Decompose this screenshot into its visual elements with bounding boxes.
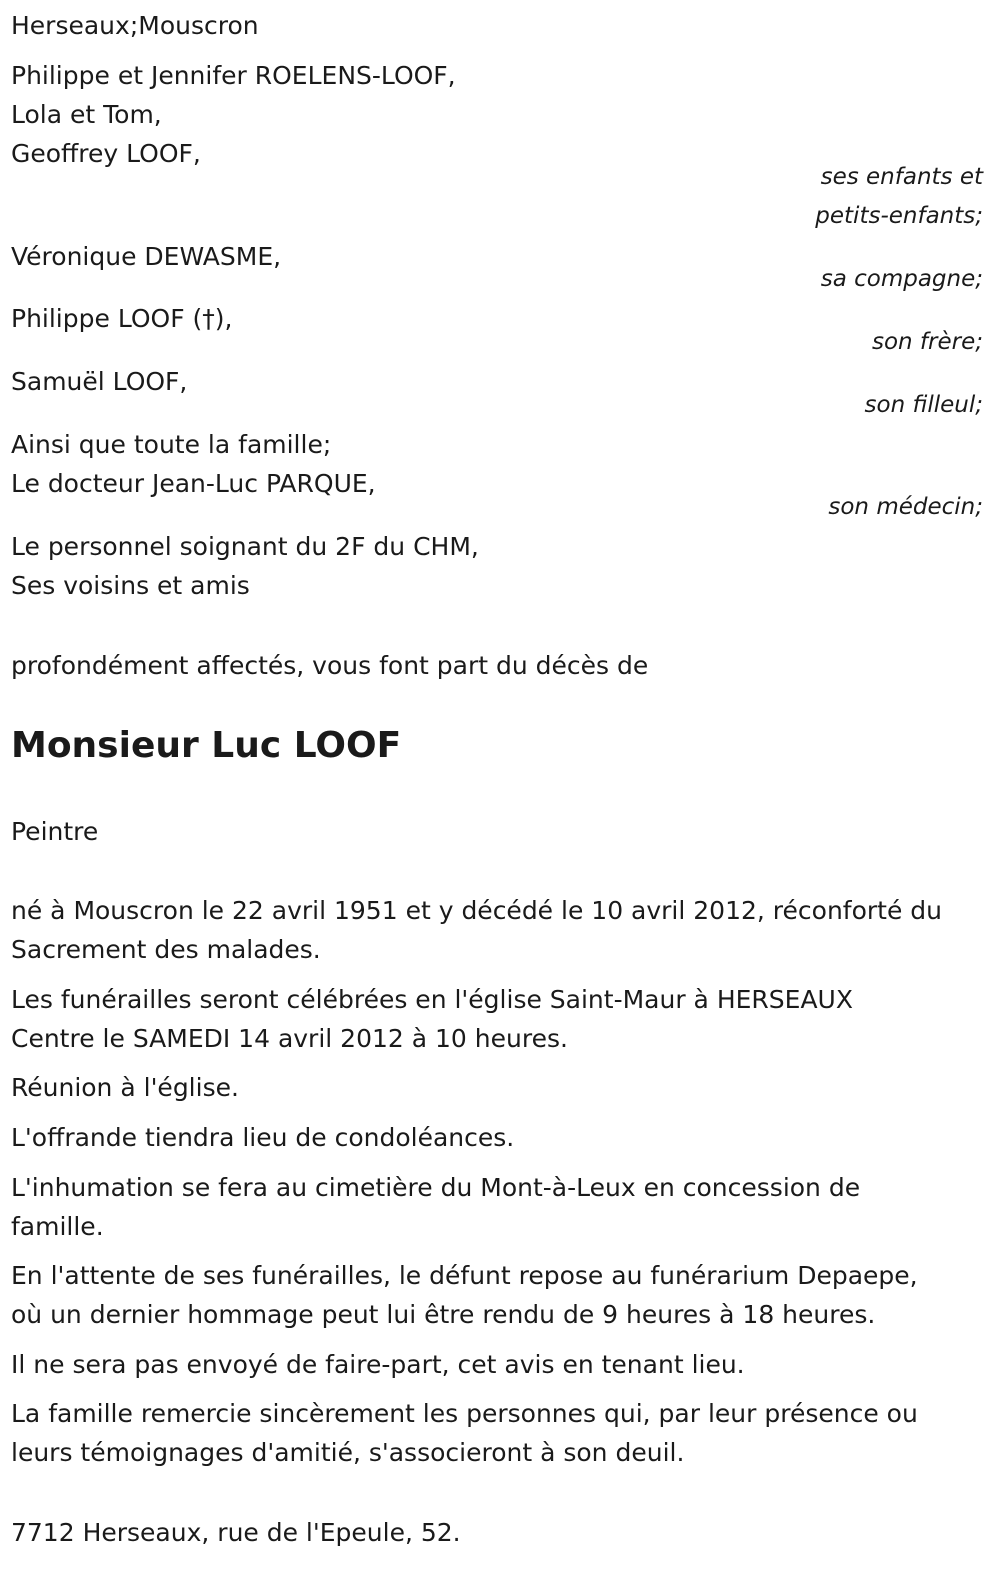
birth-line-1: né à Mouscron le 22 avril 1951 et y décédé le 10 avril 2012, réconforté du: [11, 896, 943, 925]
children-line-1: Philippe et Jennifer ROELENS-LOOF,: [11, 61, 456, 90]
thanks-line-2: leurs témoignages d'amitié, s'associeront à son deuil.: [11, 1438, 685, 1467]
funeral-line-1: Les funérailles seront célébrées en l'église Saint-Maur à HERSEAUX: [11, 985, 853, 1014]
brother-name: Philippe LOOF (†),: [11, 304, 233, 333]
godson-role: son filleul;: [864, 392, 983, 418]
companion-role: sa compagne;: [820, 266, 983, 292]
burial-line-2: famille.: [11, 1212, 104, 1241]
funerarium-line-2: où un dernier hommage peut lui être rendu de 9 heures à 18 heures.: [11, 1300, 876, 1329]
thanks-line-1: La famille remercie sincèrement les personnes qui, par leur présence ou: [11, 1399, 918, 1428]
children-line-2: Lola et Tom,: [11, 100, 162, 129]
address-line: 7712 Herseaux, rue de l'Epeule, 52.: [11, 1518, 461, 1547]
brother-role: son frère;: [871, 329, 983, 355]
burial-line-1: L'inhumation se fera au cimetière du Mont-à-Leux en concession de: [11, 1173, 861, 1202]
offering-line: L'offrande tiendra lieu de condoléances.: [11, 1123, 515, 1152]
deceased-name: Monsieur Luc LOOF: [11, 725, 402, 766]
no-cards-line: Il ne sera pas envoyé de faire-part, cet avis en tenant lieu.: [11, 1350, 745, 1379]
doctor-name: Le docteur Jean-Luc PARQUE,: [11, 469, 376, 498]
meeting-line: Réunion à l'église.: [11, 1073, 239, 1102]
funerarium-line-1: En l'attente de ses funérailles, le défunt repose au funérarium Depaepe,: [11, 1261, 918, 1290]
family-line: Ainsi que toute la famille;: [11, 430, 332, 459]
companion-name: Véronique DEWASME,: [11, 242, 282, 271]
doctor-role: son médecin;: [828, 494, 983, 520]
deceased-profession: Peintre: [11, 817, 99, 846]
children-role-line-2: petits-enfants;: [815, 203, 983, 229]
announcement-text: profondément affectés, vous font part du décès de: [11, 651, 649, 680]
location-header: Herseaux;Mouscron: [11, 11, 259, 40]
staff-line: Le personnel soignant du 2F du CHM,: [11, 532, 479, 561]
godson-name: Samuël LOOF,: [11, 367, 188, 396]
children-role-line-1: ses enfants et: [820, 164, 983, 190]
children-line-3: Geoffrey LOOF,: [11, 139, 201, 168]
birth-line-2: Sacrement des malades.: [11, 935, 321, 964]
funeral-line-2: Centre le SAMEDI 14 avril 2012 à 10 heures.: [11, 1024, 568, 1053]
neighbors-line: Ses voisins et amis: [11, 571, 250, 600]
